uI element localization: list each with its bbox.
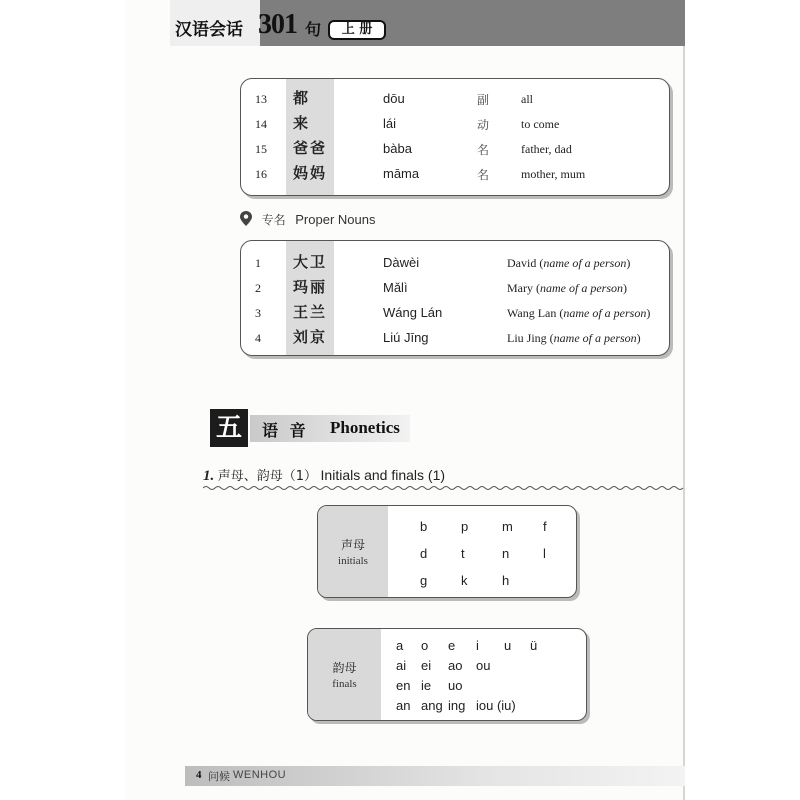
section-title-en: Phonetics: [330, 418, 400, 437]
proper-noun-english: Mary (name of a person): [507, 281, 627, 295]
proper-nouns-table: [240, 240, 670, 356]
initials-sound: k: [461, 573, 468, 588]
lesson-title-en: WENHOU: [233, 769, 287, 781]
vocab-part-of-speech: 动: [477, 118, 490, 132]
vocab-hanzi: 妈妈: [293, 164, 328, 182]
proper-noun-number: 3: [255, 306, 261, 320]
vocab-number: 15: [255, 142, 267, 156]
initials-sound: n: [502, 546, 510, 561]
initials-sound: l: [543, 546, 546, 561]
finals-sound: a: [396, 638, 404, 653]
proper-noun-note: name of a person: [540, 281, 623, 295]
proper-nouns-heading: [240, 211, 375, 228]
proper-noun-note: name of a person: [543, 256, 627, 270]
proper-noun-number: 1: [255, 256, 261, 270]
finals-sound: i: [476, 638, 479, 653]
vocab-hanzi: 爸爸: [293, 139, 328, 157]
initials-sound: h: [502, 573, 510, 588]
vocab-english: to come: [521, 117, 560, 131]
finals-sound: e: [448, 638, 456, 653]
initials-sound: f: [543, 519, 547, 534]
vocab-number: 13: [255, 92, 267, 106]
proper-noun-english: Liu Jing (name of a person): [507, 331, 641, 345]
proper-noun-pinyin: Dàwèi: [383, 255, 420, 270]
vocab-part-of-speech: 名: [477, 168, 490, 182]
proper-noun-name: Liu Jing: [507, 331, 547, 345]
finals-table: [307, 628, 587, 721]
vocab-pinyin: bàba: [383, 141, 412, 156]
location-pin-icon: [240, 211, 252, 226]
finals-sound: u: [504, 638, 512, 653]
finals-label-en: finals: [332, 678, 357, 690]
book-number-suffix: 句: [305, 20, 322, 39]
proper-noun-pinyin: Mǎlì: [383, 280, 408, 295]
vocab-row: [241, 87, 671, 112]
vocab-row: [241, 162, 671, 187]
section-title-zh: 语 音: [262, 421, 309, 440]
vocab-english: mother, mum: [521, 167, 586, 181]
finals-sound: ing: [448, 698, 466, 713]
subsection-number: 1.: [203, 468, 215, 484]
proper-noun-number: 2: [255, 281, 261, 295]
initials-sound: g: [420, 573, 428, 588]
book-title: 汉语会话: [175, 20, 243, 40]
finals-sound: ang: [421, 698, 443, 713]
proper-noun-note: name of a person: [563, 306, 647, 320]
proper-noun-english: Wang Lan (name of a person): [507, 306, 651, 320]
initials-sound: p: [461, 519, 469, 534]
vocab-pinyin: dōu: [383, 91, 405, 106]
book-number: 301: [258, 9, 297, 40]
vocab-hanzi: 都: [293, 89, 311, 107]
proper-nouns-label-zh: 专名: [261, 213, 286, 227]
finals-sound: o: [421, 638, 429, 653]
proper-noun-english: David (name of a person): [507, 256, 631, 270]
vocab-part-of-speech: 名: [477, 143, 490, 157]
proper-noun-row: [241, 251, 671, 276]
initials-sound: b: [420, 519, 428, 534]
vocab-number: 14: [255, 117, 267, 131]
subsection-title-zh: 声母、韵母（1）: [217, 469, 318, 484]
finals-sound: ao: [448, 658, 463, 673]
proper-noun-name: Mary: [507, 281, 533, 295]
vocab-number: 16: [255, 167, 267, 181]
initials-label-zh: 声母: [340, 538, 365, 552]
wavy-divider: [203, 485, 685, 491]
proper-noun-name: David: [507, 256, 537, 270]
vocab-english: father, dad: [521, 142, 572, 156]
proper-noun-row: [241, 276, 671, 301]
subsection-heading: [203, 465, 445, 485]
proper-noun-name: Wang Lan: [507, 306, 557, 320]
volume-badge: 上 册: [328, 20, 386, 40]
vocab-part-of-speech: 副: [477, 93, 490, 107]
vocab-pinyin: lái: [383, 116, 397, 131]
finals-sound: ou: [476, 658, 491, 673]
finals-label-zh: 韵母: [332, 661, 357, 675]
finals-sound: an: [396, 698, 411, 713]
finals-sound: ü: [530, 638, 538, 653]
proper-noun-pinyin: Liú Jīng: [383, 330, 429, 345]
page-number: 4: [196, 769, 202, 781]
initials-sound: t: [461, 546, 465, 561]
proper-noun-hanzi: 刘京: [293, 328, 328, 346]
vocab-row: [241, 112, 671, 137]
vocab-english: all: [521, 92, 533, 106]
finals-sound: en: [396, 678, 411, 693]
proper-noun-number: 4: [255, 331, 261, 345]
proper-noun-pinyin: Wáng Lán: [383, 305, 443, 320]
subsection-title-en: Initials and finals (1): [320, 467, 446, 483]
proper-noun-row: [241, 326, 671, 351]
finals-sound: ei: [421, 658, 432, 673]
proper-nouns-label-en: Proper Nouns: [295, 212, 376, 227]
margin-right: [685, 0, 800, 800]
initials-sound: d: [420, 546, 428, 561]
proper-noun-row: [241, 301, 671, 326]
finals-sound: ie: [421, 678, 432, 693]
section-number: 五: [210, 409, 248, 447]
finals-sound: uo: [448, 678, 463, 693]
proper-noun-note: name of a person: [553, 331, 637, 345]
initials-sound: m: [502, 519, 513, 534]
vocab-table: [240, 78, 670, 196]
proper-noun-hanzi: 大卫: [293, 253, 328, 271]
initials-table: [317, 505, 577, 598]
finals-sound: iou (iu): [476, 698, 516, 713]
vocab-pinyin: māma: [383, 166, 420, 181]
initials-label-en: initials: [338, 555, 368, 567]
proper-noun-hanzi: 王兰: [293, 303, 328, 321]
initials-label: [318, 506, 388, 597]
finals-sound: ai: [396, 658, 407, 673]
finals-label: [308, 629, 381, 720]
lesson-title-zh: 问候: [208, 770, 230, 783]
vocab-row: [241, 137, 671, 162]
proper-noun-hanzi: 玛丽: [293, 278, 328, 296]
vocab-hanzi: 来: [293, 114, 311, 132]
